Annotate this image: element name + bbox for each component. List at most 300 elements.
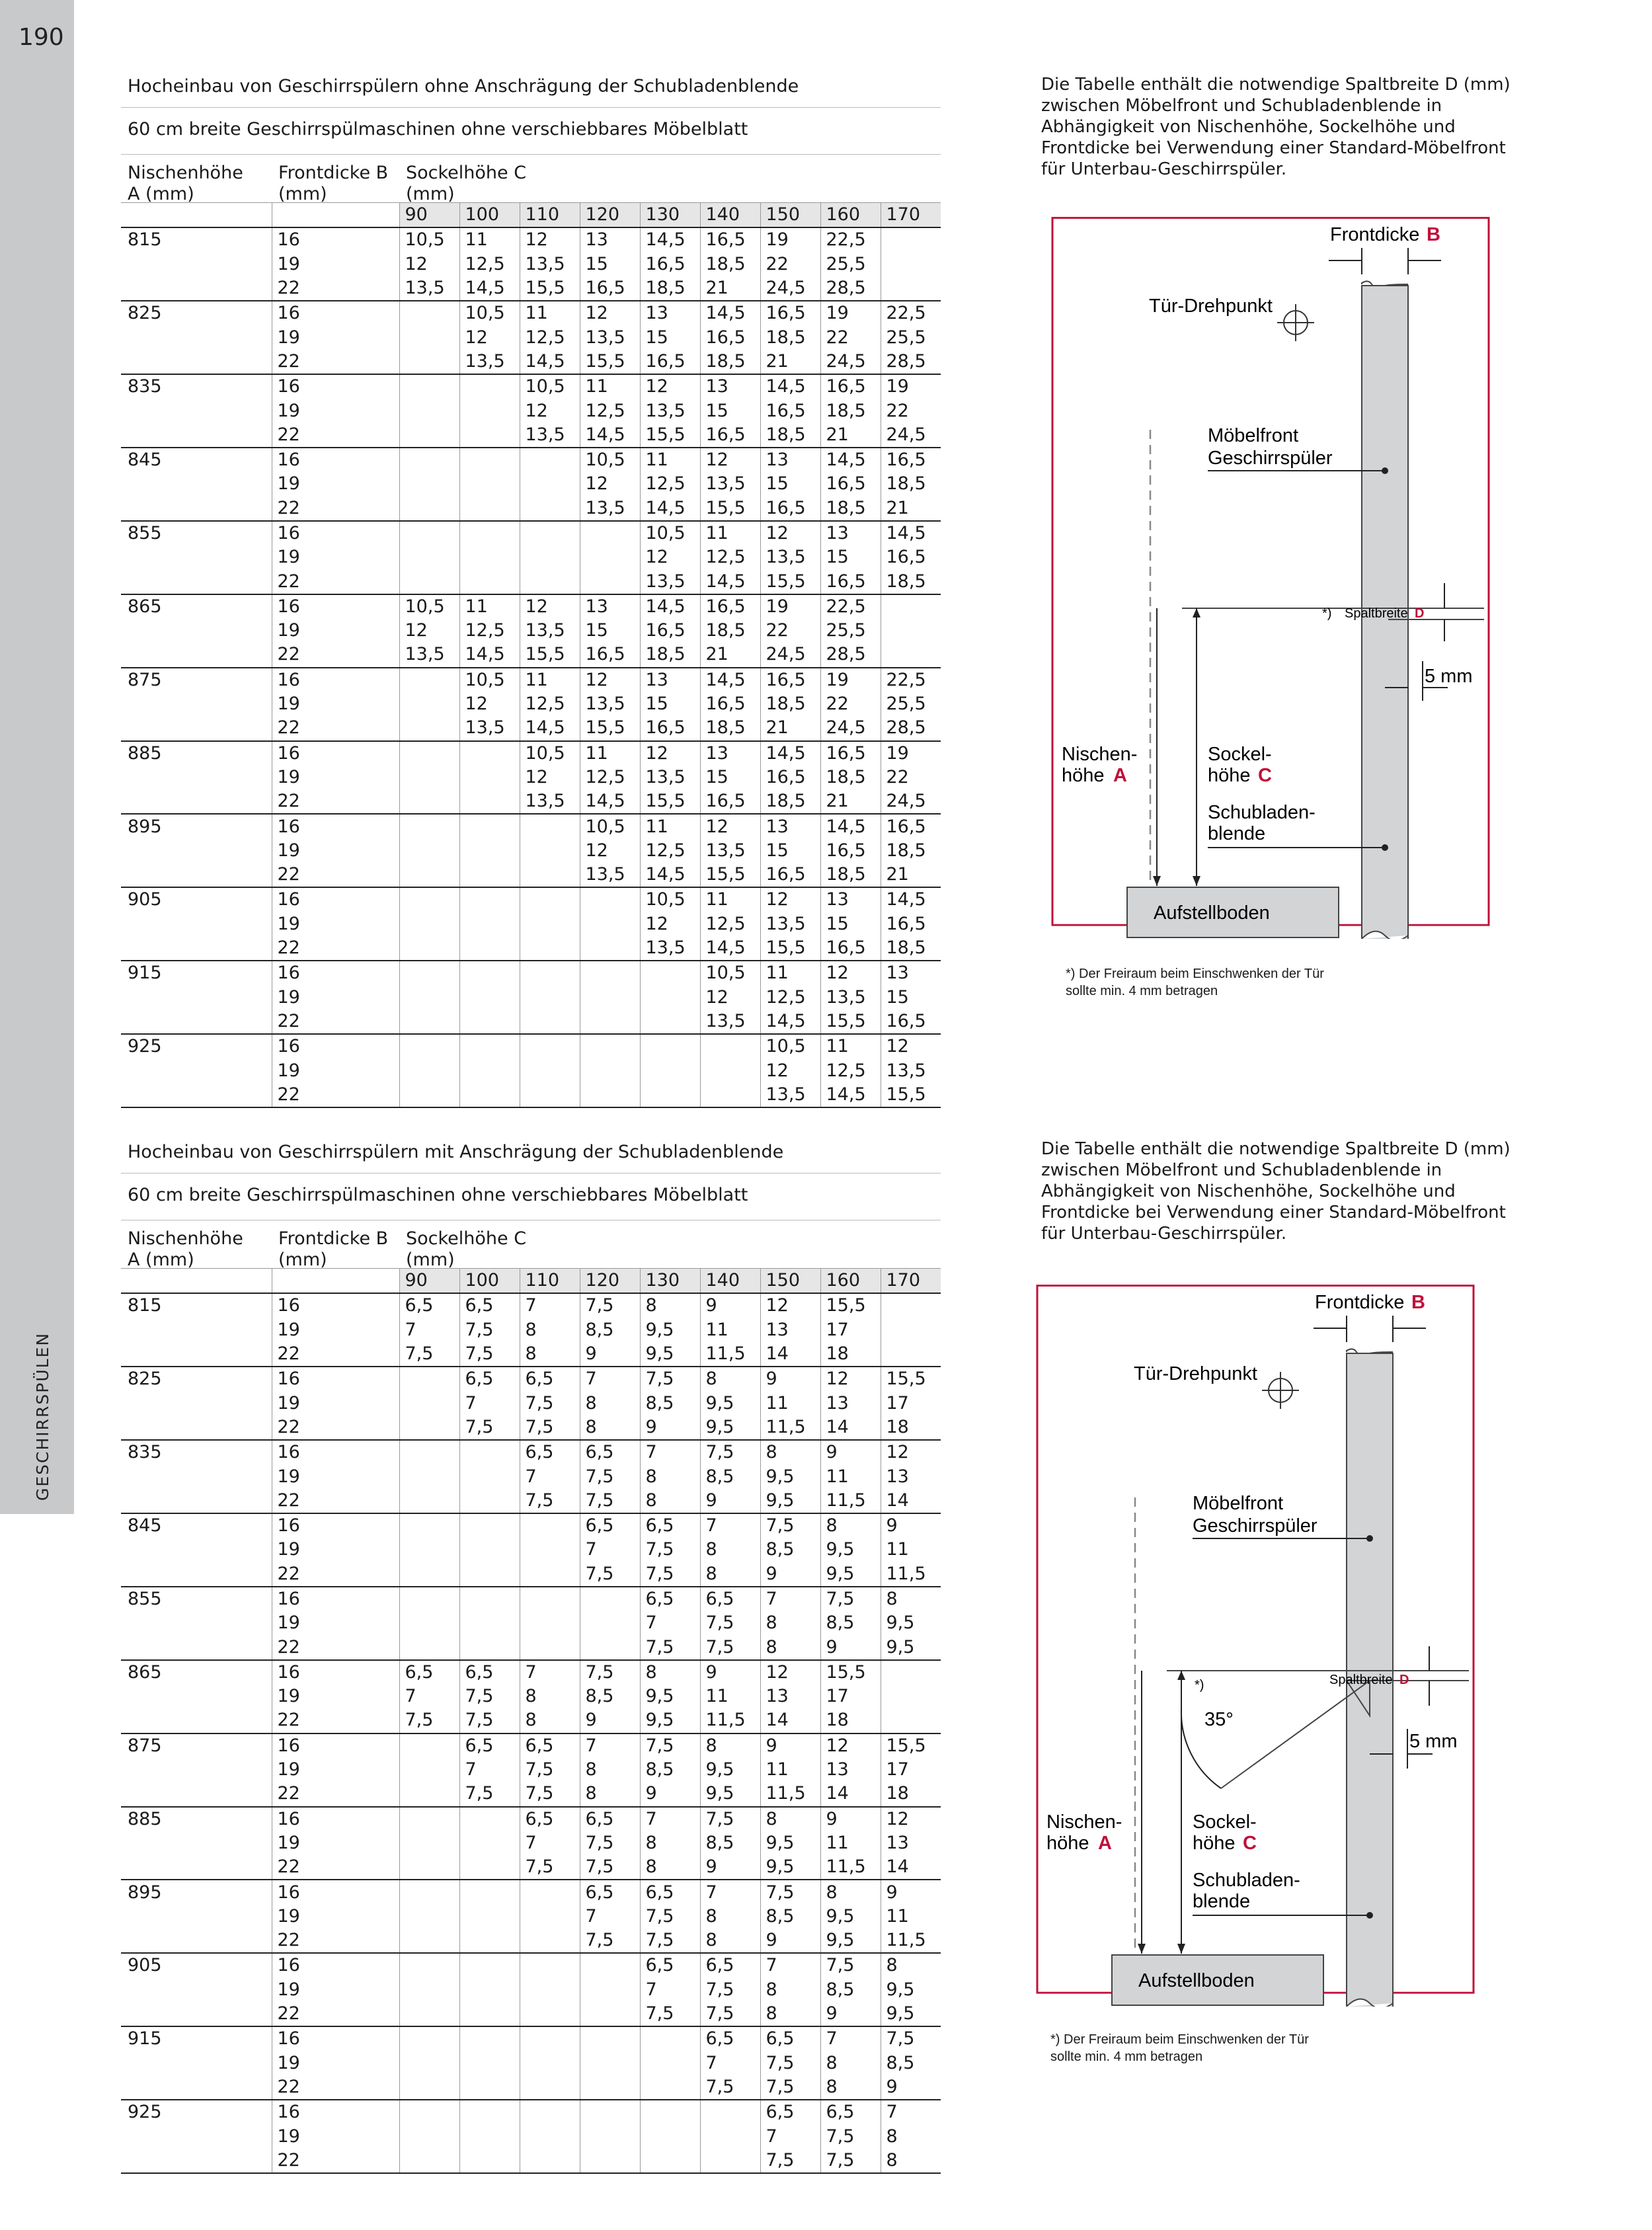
spaltbreite-cell xyxy=(399,545,459,569)
spaltbreite-cell: 13 xyxy=(760,814,820,838)
spaltbreite-cell: 22,5 xyxy=(881,668,941,692)
table-row xyxy=(121,1034,941,1058)
table-row xyxy=(121,253,941,276)
spaltbreite-cell xyxy=(640,2075,700,2100)
label-hoehe-c: höhe xyxy=(1193,1833,1236,1854)
spaltbreite-cell: 11 xyxy=(520,668,580,692)
spaltbreite-cell: 13,5 xyxy=(640,766,700,789)
spaltbreite-cell: 15,5 xyxy=(820,1010,881,1034)
spaltbreite-cell: 22 xyxy=(881,766,941,789)
spaltbreite-cell: 8 xyxy=(820,2075,881,2100)
spaltbreite-cell: 8,5 xyxy=(820,1978,881,2002)
spaltbreite-cell xyxy=(459,887,520,912)
nischenhoehe-cell xyxy=(121,1929,272,1953)
spaltbreite-cell: 11,5 xyxy=(881,1562,941,1587)
spaltbreite-cell xyxy=(580,545,640,569)
spaltbreite-cell: 8 xyxy=(580,1415,640,1440)
spaltbreite-cell: 11,5 xyxy=(760,1782,820,1806)
spaltbreite-cell: 14,5 xyxy=(580,423,640,448)
spaltbreite-cell: 12 xyxy=(640,912,700,936)
nischenhoehe-cell: 815 xyxy=(121,227,272,252)
spaltbreite-cell xyxy=(399,1538,459,1562)
spaltbreite-cell: 13,5 xyxy=(580,325,640,349)
spaltbreite-cell: 10,5 xyxy=(399,594,459,619)
spaltbreite-cell xyxy=(399,2100,459,2124)
frontdicke-cell: 19 xyxy=(272,2124,399,2148)
spaltbreite-cell: 15 xyxy=(580,619,640,643)
spaltbreite-cell: 9 xyxy=(820,2002,881,2026)
spaltbreite-cell xyxy=(520,887,580,912)
spaltbreite-cell xyxy=(520,1929,580,1953)
spaltbreite-cell: 13,5 xyxy=(640,399,700,422)
spaltbreite-cell: 14,5 xyxy=(700,301,760,325)
spaltbreite-cell: 7 xyxy=(459,1758,520,1782)
spaltbreite-cell xyxy=(459,2026,520,2051)
spaltbreite-cell: 8 xyxy=(640,1831,700,1855)
spaltbreite-cell: 15,5 xyxy=(520,643,580,667)
spaltbreite-cell xyxy=(580,912,640,936)
nischenhoehe-cell xyxy=(121,839,272,863)
nischenhoehe-cell: 875 xyxy=(121,1733,272,1758)
frontdicke-cell: 16 xyxy=(272,887,399,912)
spaltbreite-cell: 12 xyxy=(640,374,700,399)
spaltbreite-cell: 6,5 xyxy=(820,2100,881,2124)
spaltbreite-cell xyxy=(399,2075,459,2100)
spaltbreite-cell: 12,5 xyxy=(640,839,700,863)
table-row xyxy=(121,936,941,961)
spaltbreite-cell xyxy=(520,2002,580,2026)
frontdicke-cell: 16 xyxy=(272,1293,399,1318)
frontdicke-cell: 22 xyxy=(272,2149,399,2173)
spaltbreite-cell: 7,5 xyxy=(760,2149,820,2173)
spaltbreite-cell xyxy=(700,2100,760,2124)
spaltbreite-cell: 12,5 xyxy=(520,692,580,716)
col-frontdicke: Frontdicke B (mm) xyxy=(278,1228,389,1270)
spaltbreite-cell xyxy=(640,1010,700,1034)
nischenhoehe-cell xyxy=(121,1415,272,1440)
spaltbreite-cell xyxy=(459,1440,520,1464)
spaltbreite-cell xyxy=(399,936,459,961)
spaltbreite-cell xyxy=(399,1562,459,1587)
spaltbreite-cell xyxy=(459,545,520,569)
spaltbreite-cell: 11 xyxy=(640,814,700,838)
label-hoehe-a: höhe xyxy=(1046,1833,1089,1854)
spaltbreite-cell: 7 xyxy=(640,1611,700,1635)
spaltbreite-cell: 8 xyxy=(580,1758,640,1782)
spaltbreite-cell xyxy=(459,1464,520,1488)
label-aufstellboden: Aufstellboden xyxy=(1138,1970,1255,1991)
spaltbreite-cell: 8 xyxy=(881,2149,941,2173)
spaltbreite-cell xyxy=(459,1855,520,1880)
spaltbreite-cell: 9,5 xyxy=(640,1708,700,1733)
spaltbreite-cell: 19 xyxy=(881,741,941,766)
spaltbreite-cell: 7 xyxy=(881,2100,941,2124)
frontdicke-cell: 16 xyxy=(272,227,399,252)
spaltbreite-cell: 14,5 xyxy=(760,374,820,399)
spaltbreite-cell xyxy=(881,1318,941,1342)
spaltbreite-cell: 6,5 xyxy=(459,1293,520,1318)
spaltbreite-cell: 14 xyxy=(881,1855,941,1880)
spaltbreite-cell: 7,5 xyxy=(580,1929,640,1953)
nischenhoehe-cell: 855 xyxy=(121,521,272,545)
spaltbreite-cell: 13,5 xyxy=(520,253,580,276)
spaltbreite-cell: 9 xyxy=(760,1367,820,1391)
spaltbreite-cell: 13 xyxy=(820,887,881,912)
spaltbreite-cell: 11 xyxy=(760,961,820,985)
spaltbreite-cell xyxy=(399,1587,459,1611)
spaltbreite-cell xyxy=(459,1010,520,1034)
table-row xyxy=(121,1083,941,1107)
spaltbreite-cell: 21 xyxy=(881,497,941,521)
spaltbreite-cell xyxy=(399,1929,459,1953)
spaltbreite-cell: 13 xyxy=(760,1318,820,1342)
spaltbreite-cell: 8 xyxy=(760,1440,820,1464)
spaltbreite-cell xyxy=(399,1831,459,1855)
table-row xyxy=(121,839,941,863)
nischenhoehe-cell xyxy=(121,1538,272,1562)
frontdicke-cell: 19 xyxy=(272,839,399,863)
table-row xyxy=(121,521,941,545)
sockel-header-cell: 100 xyxy=(459,203,520,228)
label-schubladen: Schubladen- xyxy=(1193,1870,1300,1891)
spaltbreite-cell: 6,5 xyxy=(580,1440,640,1464)
spaltbreite-cell: 11,5 xyxy=(820,1489,881,1513)
spaltbreite-cell xyxy=(580,1611,640,1635)
spaltbreite-cell xyxy=(520,1587,580,1611)
spaltbreite-cell: 8 xyxy=(760,1611,820,1635)
spaltbreite-cell xyxy=(399,1855,459,1880)
spaltbreite-cell xyxy=(399,1782,459,1806)
table-row xyxy=(121,1489,941,1513)
spaltbreite-cell: 10,5 xyxy=(520,741,580,766)
frontdicke-cell: 22 xyxy=(272,1489,399,1513)
spaltbreite-cell: 22 xyxy=(760,253,820,276)
spaltbreite-cell: 18 xyxy=(881,1415,941,1440)
spaltbreite-cell: 14,5 xyxy=(640,227,700,252)
spaltbreite-cell: 8 xyxy=(760,1807,820,1831)
spaltbreite-cell xyxy=(520,569,580,594)
spaltbreite-cell: 14,5 xyxy=(520,716,580,740)
spaltbreite-cell: 9 xyxy=(700,1293,760,1318)
spaltbreite-cell: 11 xyxy=(760,1391,820,1415)
spaltbreite-cell: 8,5 xyxy=(700,1464,760,1488)
spaltbreite-cell: 12 xyxy=(520,594,580,619)
spaltbreite-cell xyxy=(399,741,459,766)
spaltbreite-cell xyxy=(459,1058,520,1082)
spaltbreite-cell: 7,5 xyxy=(640,1929,700,1953)
spaltbreite-cell: 10,5 xyxy=(760,1034,820,1058)
frontdicke-cell: 22 xyxy=(272,716,399,740)
nischenhoehe-cell: 825 xyxy=(121,1367,272,1391)
spaltbreite-cell: 12 xyxy=(760,1058,820,1082)
table-title: Hocheinbau von Geschirrspülern mit Anschrägung der Schubladenblende xyxy=(121,1133,941,1174)
spaltbreite-cell xyxy=(459,863,520,887)
spaltbreite-cell: 7,5 xyxy=(459,1685,520,1708)
sockel-header-cell: 140 xyxy=(700,1269,760,1294)
spaltbreite-cell: 16,5 xyxy=(760,668,820,692)
spaltbreite-cell: 21 xyxy=(700,643,760,667)
spaltbreite-cell: 6,5 xyxy=(459,1733,520,1758)
nischenhoehe-cell xyxy=(121,1905,272,1929)
spaltbreite-cell: 16,5 xyxy=(700,594,760,619)
spaltbreite-cell: 9 xyxy=(580,1342,640,1367)
spaltbreite-cell xyxy=(459,2124,520,2148)
spaltbreite-cell xyxy=(700,2149,760,2173)
spaltbreite-cell: 7 xyxy=(399,1318,459,1342)
spaltbreite-cell: 22 xyxy=(881,399,941,422)
spaltbreite-cell: 12,5 xyxy=(580,766,640,789)
side-tab xyxy=(0,0,74,1514)
spaltbreite-cell: 7,5 xyxy=(700,1440,760,1464)
nischenhoehe-cell xyxy=(121,936,272,961)
spaltbreite-cell: 7,5 xyxy=(700,2075,760,2100)
spaltbreite-cell xyxy=(580,1034,640,1058)
spaltbreite-cell: 8 xyxy=(820,1513,881,1538)
spaltbreite-cell: 14,5 xyxy=(700,668,760,692)
spaltbreite-cell xyxy=(640,2051,700,2075)
label-frontdicke: Frontdicke xyxy=(1315,1292,1405,1313)
spaltbreite-cell: 18,5 xyxy=(881,472,941,496)
spaltbreite-cell: 7 xyxy=(640,1978,700,2002)
nischenhoehe-cell xyxy=(121,1978,272,2002)
spaltbreite-cell: 8 xyxy=(640,1660,700,1685)
label-spaltbreite: Spaltbreite xyxy=(1329,1673,1393,1687)
spaltbreite-cell: 14,5 xyxy=(760,1010,820,1034)
nischenhoehe-cell xyxy=(121,253,272,276)
spaltbreite-cell xyxy=(520,1611,580,1635)
spaltbreite-cell: 16,5 xyxy=(700,789,760,814)
spaltbreite-cell: 7,5 xyxy=(580,1293,640,1318)
spaltbreite-cell: 13 xyxy=(580,594,640,619)
spaltbreite-cell: 16,5 xyxy=(881,814,941,838)
spaltbreite-cell: 6,5 xyxy=(700,2026,760,2051)
spaltbreite-cell: 18,5 xyxy=(640,643,700,667)
spaltbreite-cell xyxy=(881,619,941,643)
spaltbreite-cell: 6,5 xyxy=(459,1660,520,1685)
spaltbreite-cell: 7,5 xyxy=(459,1318,520,1342)
spaltbreite-cell: 13,5 xyxy=(640,936,700,961)
spaltbreite-cell: 19 xyxy=(820,668,881,692)
spaltbreite-cell xyxy=(580,887,640,912)
nischenhoehe-cell: 865 xyxy=(121,1660,272,1685)
spaltbreite-cell xyxy=(399,789,459,814)
sockel-header-cell: 110 xyxy=(520,1269,580,1294)
spaltbreite-cell: 13,5 xyxy=(459,716,520,740)
spaltbreite-cell: 7,5 xyxy=(520,1758,580,1782)
frontdicke-cell: 19 xyxy=(272,1538,399,1562)
spaltbreite-cell: 22 xyxy=(820,692,881,716)
nischenhoehe-cell xyxy=(121,619,272,643)
spaltbreite-cell: 14,5 xyxy=(881,521,941,545)
nischenhoehe-cell: 835 xyxy=(121,374,272,399)
spaltbreite-cell: 17 xyxy=(820,1318,881,1342)
spaltbreite-cell xyxy=(399,1807,459,1831)
spaltbreite-cell: 9,5 xyxy=(881,1978,941,2002)
spaltbreite-cell xyxy=(520,1010,580,1034)
spaltbreite-cell: 6,5 xyxy=(520,1807,580,1831)
spaltbreite-cell: 13,5 xyxy=(760,545,820,569)
sockel-header-cell: 100 xyxy=(459,1269,520,1294)
spaltbreite-cell xyxy=(459,448,520,472)
table-row xyxy=(121,692,941,716)
label-star: *) xyxy=(1195,1678,1204,1692)
spaltbreite-cell xyxy=(399,374,459,399)
spaltbreite-cell: 18,5 xyxy=(760,789,820,814)
col-sockelhoehe: Sockelhöhe C (mm) xyxy=(406,163,527,204)
spaltbreite-cell: 15,5 xyxy=(820,1293,881,1318)
spaltbreite-cell: 25,5 xyxy=(820,619,881,643)
spaltbreite-cell xyxy=(459,1587,520,1611)
label-nischen: Nischen- xyxy=(1046,1812,1122,1833)
spaltbreite-cell: 12 xyxy=(700,448,760,472)
spaltbreite-cell: 14,5 xyxy=(580,789,640,814)
spaltbreite-cell: 28,5 xyxy=(881,350,941,374)
frontdicke-cell: 22 xyxy=(272,2002,399,2026)
table-row xyxy=(121,986,941,1010)
table-row xyxy=(121,1611,941,1635)
col-frontdicke: Frontdicke B (mm) xyxy=(278,163,389,204)
spaltbreite-cell: 18,5 xyxy=(820,863,881,887)
spaltbreite-cell: 7,5 xyxy=(700,1611,760,1635)
spaltbreite-cell: 28,5 xyxy=(881,716,941,740)
table-row xyxy=(121,1318,941,1342)
spaltbreite-cell xyxy=(580,2075,640,2100)
spaltbreite-cell: 13 xyxy=(760,1685,820,1708)
spaltbreite-cell: 8 xyxy=(700,1562,760,1587)
spaltbreite-cell: 7,5 xyxy=(640,1367,700,1391)
table-row xyxy=(121,2124,941,2148)
spaltbreite-cell: 16,5 xyxy=(640,350,700,374)
spaltbreite-cell xyxy=(399,716,459,740)
sockel-header-row xyxy=(121,1269,941,1294)
spaltbreite-cell: 16,5 xyxy=(820,936,881,961)
spaltbreite-cell: 12 xyxy=(580,301,640,325)
frontdicke-cell: 22 xyxy=(272,1708,399,1733)
frontdicke-cell: 16 xyxy=(272,2026,399,2051)
spaltbreite-cell: 7,5 xyxy=(760,2075,820,2100)
table-row xyxy=(121,1880,941,1904)
spaltbreite-cell: 9 xyxy=(881,1513,941,1538)
spaltbreite-cell: 12 xyxy=(580,668,640,692)
table-row xyxy=(121,2002,941,2026)
spaltbreite-cell: 10,5 xyxy=(640,887,700,912)
label-a: A xyxy=(1113,765,1127,786)
spaltbreite-cell: 18 xyxy=(820,1708,881,1733)
table-row xyxy=(121,1635,941,1659)
spaltbreite-cell xyxy=(520,1083,580,1107)
label-hoehe-a: höhe xyxy=(1062,765,1105,786)
table-row xyxy=(121,961,941,985)
spaltbreite-cell: 7,5 xyxy=(459,1342,520,1367)
col-nischenhoehe: Nischenhöhe A (mm) xyxy=(128,1228,243,1270)
spaltbreite-cell: 11,5 xyxy=(760,1415,820,1440)
spaltbreite-cell: 7,5 xyxy=(520,1415,580,1440)
spaltbreite-cell: 15 xyxy=(640,692,700,716)
nischenhoehe-cell xyxy=(121,1635,272,1659)
spaltbreite-cell: 15,5 xyxy=(640,789,700,814)
frontdicke-cell: 19 xyxy=(272,1905,399,1929)
table-header xyxy=(121,1223,941,1268)
spaltbreite-cell: 8 xyxy=(640,1464,700,1488)
frontdicke-cell: 19 xyxy=(272,472,399,496)
spaltbreite-cell: 7,5 xyxy=(640,1905,700,1929)
spaltbreite-cell xyxy=(520,1905,580,1929)
spaltbreite-cell: 16,5 xyxy=(580,643,640,667)
spaltbreite-cell: 11 xyxy=(700,887,760,912)
spaltbreite-cell xyxy=(520,2075,580,2100)
spaltbreite-cell: 14,5 xyxy=(700,936,760,961)
table-row xyxy=(121,741,941,766)
table-row xyxy=(121,1440,941,1464)
label-hoehe-c: höhe xyxy=(1208,765,1251,786)
spaltbreite-cell: 16,5 xyxy=(760,301,820,325)
spaltbreite-cell: 7,5 xyxy=(520,1855,580,1880)
label-b: B xyxy=(1427,224,1440,245)
spaltbreite-cell xyxy=(459,472,520,496)
spaltbreite-cell: 8,5 xyxy=(760,1538,820,1562)
spaltbreite-cell: 8 xyxy=(700,1733,760,1758)
spaltbreite-cell xyxy=(700,2124,760,2148)
frontdicke-cell: 19 xyxy=(272,399,399,422)
col-nischenhoehe: Nischenhöhe A (mm) xyxy=(128,163,243,204)
nischenhoehe-cell: 885 xyxy=(121,741,272,766)
spaltbreite-cell: 7,5 xyxy=(399,1342,459,1367)
frontdicke-cell: 22 xyxy=(272,643,399,667)
spaltbreite-cell xyxy=(580,936,640,961)
spaltbreite-cell: 9 xyxy=(640,1415,700,1440)
frontdicke-cell: 22 xyxy=(272,1782,399,1806)
spaltbreite-cell xyxy=(459,766,520,789)
spaltbreite-cell xyxy=(640,2026,700,2051)
spaltbreite-cell: 9,5 xyxy=(881,2002,941,2026)
spaltbreite-cell: 9 xyxy=(820,1635,881,1659)
spaltbreite-cell: 9 xyxy=(820,1440,881,1464)
gap-grid xyxy=(121,202,941,1108)
table-row xyxy=(121,1807,941,1831)
frontdicke-cell: 22 xyxy=(272,1855,399,1880)
spaltbreite-cell xyxy=(520,1953,580,1977)
spaltbreite-cell xyxy=(399,569,459,594)
nischenhoehe-cell: 905 xyxy=(121,1953,272,1977)
spaltbreite-cell: 12 xyxy=(820,961,881,985)
frontdicke-cell: 22 xyxy=(272,1010,399,1034)
spaltbreite-cell: 11 xyxy=(820,1464,881,1488)
spaltbreite-cell: 24,5 xyxy=(820,350,881,374)
spaltbreite-cell: 7,5 xyxy=(760,1513,820,1538)
spaltbreite-cell: 6,5 xyxy=(760,2026,820,2051)
frontdicke-cell: 19 xyxy=(272,766,399,789)
nischenhoehe-cell xyxy=(121,912,272,936)
spaltbreite-cell: 8 xyxy=(700,1367,760,1391)
spaltbreite-cell xyxy=(459,1905,520,1929)
spaltbreite-cell xyxy=(700,1034,760,1058)
footnote-1: *) Der Freiraum beim Einschwenken der Tür sollte min. 4 mm betragen xyxy=(1066,967,1324,998)
table-row xyxy=(121,276,941,301)
spaltbreite-cell: 7 xyxy=(640,1807,700,1831)
spaltbreite-cell: 7,5 xyxy=(820,2124,881,2148)
spaltbreite-cell xyxy=(640,2100,700,2124)
nischenhoehe-cell: 905 xyxy=(121,887,272,912)
spaltbreite-cell xyxy=(580,1083,640,1107)
spaltbreite-cell: 8 xyxy=(520,1318,580,1342)
nischenhoehe-cell xyxy=(121,497,272,521)
table-row xyxy=(121,374,941,399)
frontdicke-cell: 19 xyxy=(272,986,399,1010)
spaltbreite-cell: 18,5 xyxy=(700,619,760,643)
spaltbreite-cell: 28,5 xyxy=(820,643,881,667)
table-row xyxy=(121,301,941,325)
spaltbreite-cell: 21 xyxy=(881,863,941,887)
